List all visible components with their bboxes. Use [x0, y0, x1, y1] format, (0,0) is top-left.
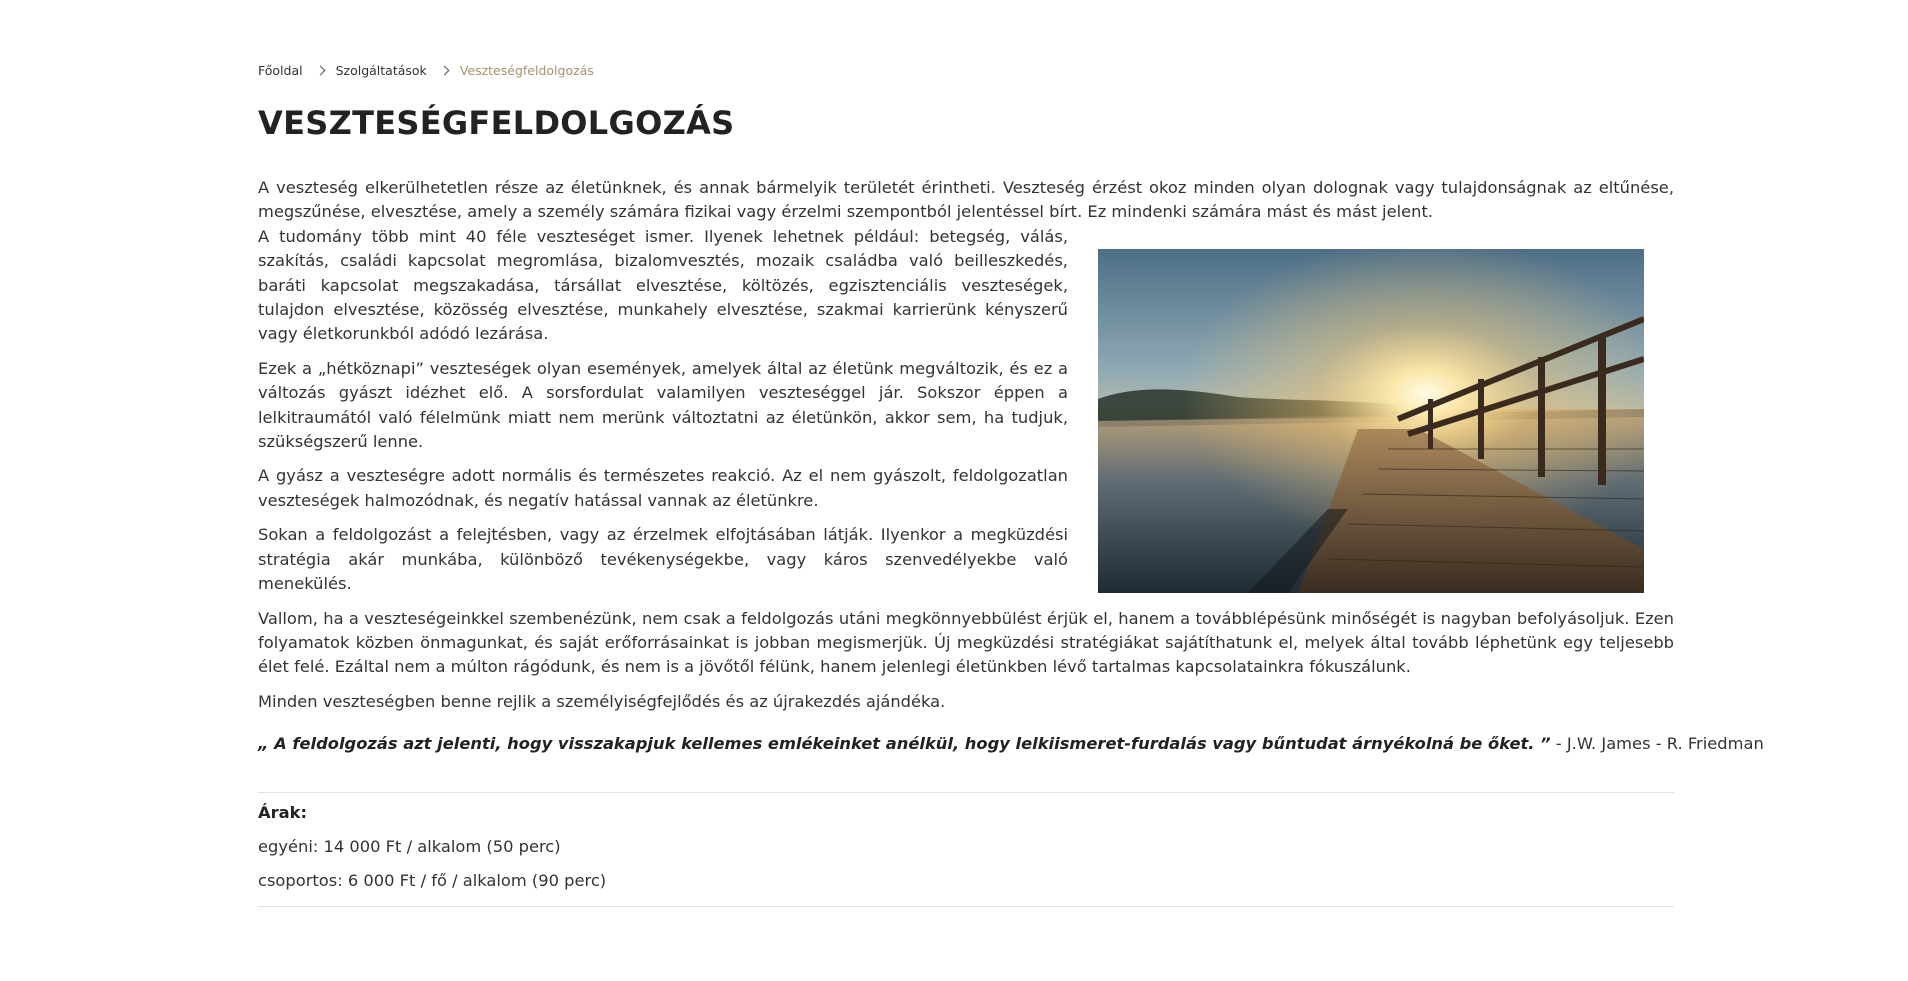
- divider-top: [258, 792, 1674, 793]
- divider-bottom: [258, 906, 1674, 907]
- page-title: VESZTESÉGFELDOLGOZÁS: [258, 104, 735, 142]
- price-individual: egyéni: 14 000 Ft / alkalom (50 perc): [258, 837, 561, 856]
- price-group: csoportos: 6 000 Ft / fő / alkalom (90 perc): [258, 871, 607, 890]
- quote-text: „ A feldolgozás azt jelenti, hogy visszakapjuk kellemes emlékeinket anélkül, hogy lelkiismeret-furdalás vagy bűntudat árnyékolná be őket. ”: [258, 734, 1551, 753]
- breadcrumb-services-link[interactable]: Szolgáltatások: [335, 63, 427, 78]
- quote-author: - J.W. James - R. Friedman: [1550, 734, 1764, 753]
- article-paragraph-grief: A gyász a veszteségre adott normális és természetes reakció. Az el nem gyászolt, feldolgozatlan veszteségek halmozódnak, és negatív hatással vannak az életünkre.: [258, 466, 1068, 510]
- chevron-right-icon: [315, 66, 325, 76]
- article-paragraph-types: A tudomány több mint 40 féle veszteséget ismer. Ilyenek lehetnek például: betegség, válás, szakítás, családi kapcsolat megromlása, bizalomvesztés, mozaik családba való beilleszkedés, baráti kapcsolat megszakadása, társállat elvesztése, költözés, egzisztenciális veszteségek, tulajdon elvesztése, közösség elvesztése, munkahely elvesztése, szakmai karrierünk kényszerű vagy életkorunkból adódó lezárása.: [258, 226, 1068, 344]
- prices-title: Árak:: [258, 803, 307, 822]
- article-body: [258, 176, 1674, 724]
- quote: [258, 734, 1764, 753]
- article-paragraph-coping: Sokan a feldolgozást a felejtésben, vagy az érzelmek elfojtásában látják. Ilyenkor a megküzdési stratégia akár munkába, különböző tevékenységekbe, vagy káros szenvedélyekbe való menekülés.: [258, 525, 1068, 594]
- article-paragraph-facing: Vallom, ha a veszteségeinkkel szembenézünk, nem csak a feldolgozás utáni megkönnyebbülést érjük el, hanem a továbblépésünk minőségét is nagyban befolyásoljuk. Ezen folyamatok közben önmagunkat, és saját erőforrásainkat is jobban megismerjük. Új megküzdési stratégiákat sajátíthatunk el, melyek által tovább léphetünk egy teljesebb élet felé. Ezáltal nem a múlton rágódunk, és nem is a jövőtől félünk, hanem jelenlegi életünkben lévő tartalmas kapcsolatainkra fókuszálunk.: [258, 608, 1674, 677]
- breadcrumb-current: Veszteségfeldolgozás: [459, 63, 594, 78]
- chevron-right-icon: [439, 66, 449, 76]
- sunset-pier-photo: [1098, 249, 1644, 593]
- article-paragraph-intro: A veszteség elkerülhetetlen része az életünknek, és annak bármelyik területét érintheti. Veszteség érzést okoz minden olyan dolognak vagy tulajdonságnak az eltűnése, megszűnése, elvesztése, amely a személy számára fizikai vagy érzelmi szempontból jelentéssel bírt. Ez mindenki számára mást és mást jelent.: [258, 178, 1674, 222]
- article-paragraph-everyday: Ezek a „hétköznapi” veszteségek olyan események, amelyek által az életünk megváltozik, és ez a változás gyászt idézhet elő. A sorsfordulat valamilyen veszteséggel jár. Sokszor éppen a lelkitraumától való félelmünk miatt nem merünk változtatni az életünkön, akkor sem, ha tudjuk, szükségszerű lenne.: [258, 358, 1068, 452]
- breadcrumb: [258, 63, 594, 78]
- breadcrumb-home-link[interactable]: Főoldal: [258, 63, 303, 78]
- article-paragraph-growth: Minden veszteségben benne rejlik a személyiségfejlődés és az újrakezdés ajándéka.: [258, 691, 946, 711]
